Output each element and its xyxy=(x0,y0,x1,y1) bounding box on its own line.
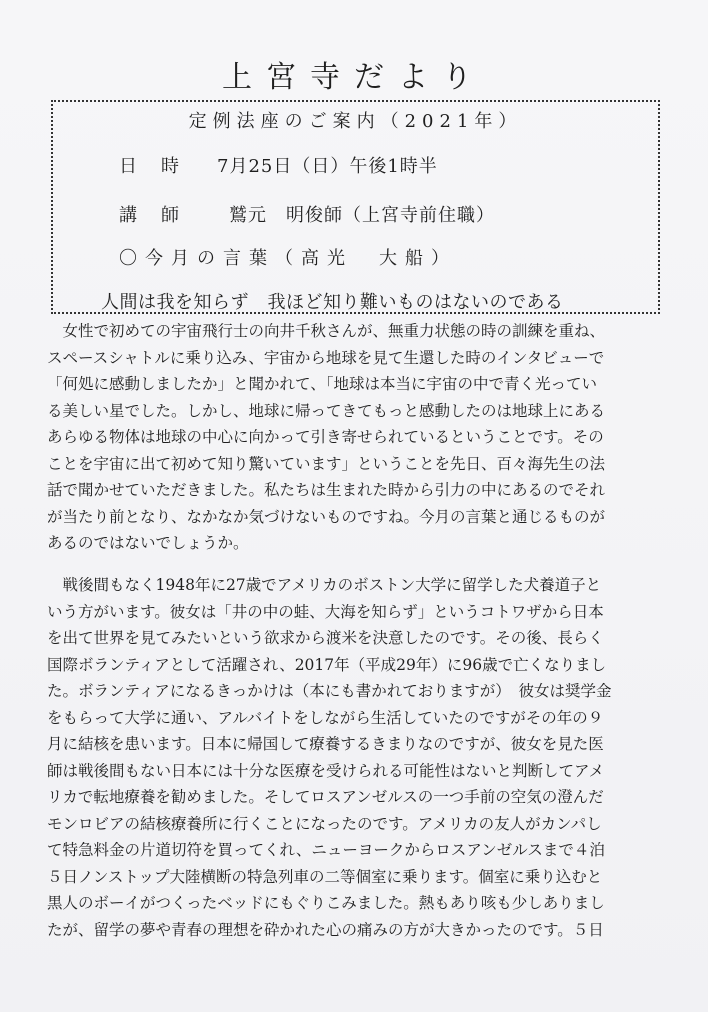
text-line: をもらって大学に通い、アルバイトをしながら生活していたのですがその年の９ xyxy=(47,708,604,727)
text-line: ５日ノンストップ大陸横断の特急列車の二等個室に乗ります。個室に乗り込むと xyxy=(47,867,603,886)
text-line: 話で聞かせていただきました。私たちは生まれた時から引力の中にあるのでそれ xyxy=(47,481,606,499)
text-line: スペースシャトルに乗り込み、宇宙から地球を見て生還した時のインタビューで xyxy=(47,348,605,367)
date-value: 7月25日（日）午後1時半 xyxy=(217,156,438,177)
text-line: が当たり前となり、なかなか気づけないものですね。今月の言葉と通じるものが xyxy=(47,507,606,526)
text-line: を出て世界を見てみたいという欲求から渡米を決意したのです。その後、長らく xyxy=(47,629,604,647)
service-heading: 定例法座のご案内（2021年） xyxy=(188,111,523,132)
lecturer-label: 講師 xyxy=(119,205,203,226)
text-line: たが、留学の夢や青春の理想を砕かれた心の痛みの方が大きかったのです。５日 xyxy=(47,920,604,939)
text-line: 戦後間もなく1948年に27歳でアメリカのボストン大学に留学した犬養道子と xyxy=(47,576,602,594)
text-line: リカで転地療養を勧めました。そしてロスアンゼルスの一つ手前の空気の澄んだ xyxy=(47,788,604,806)
text-line: いう方がいます。彼女は「井の中の蛙、大海を知らず」というコトワザから日本 xyxy=(47,602,604,621)
text-line: 「何処に感動しましたか」と聞かれて、「地球は本当に宇宙の中で青く光ってい xyxy=(47,375,597,393)
text-line: 月に結核を患います。日本に帰国して療養するきまりなのですが、彼女を見た医 xyxy=(47,735,604,753)
text-line: あらゆる物体は地球の中心に向かって引き寄せられているということです。その xyxy=(47,428,604,446)
paragraph-astronaut xyxy=(47,318,667,557)
text-line: 師は戦後間もない日本には十分な医療を受けられる可能性はないと判断してアメ xyxy=(47,761,605,780)
lecturer-row xyxy=(119,201,495,227)
date-label: 日時 xyxy=(119,156,203,177)
text-line: 黒人のボーイがつくったベッドにもぐりこみました。熱もあり咳も少しありまし xyxy=(47,894,605,912)
newsletter-title: 上宮寺だより xyxy=(222,60,486,95)
date-row xyxy=(119,152,438,178)
words-of-month-label: 〇今月の言葉（高光 大船） xyxy=(119,248,457,269)
text-line: て特急料金の片道切符を買ってくれ、ニューヨークからロスアンゼルスまで４泊 xyxy=(47,841,605,859)
service-info-box xyxy=(51,100,660,314)
text-line: 国際ボランティアとして活躍され、2017年（平成29年）に96歳で亡くなりまし xyxy=(47,655,607,674)
words-of-month-quote: 人間は我を知らず 我ほど知り難いものはないのである xyxy=(101,292,564,313)
text-line: た。ボランティアになるきっかけは（本にも書かれておりますが） 彼女は奨学金 xyxy=(47,682,612,700)
lecturer-value: 鷲元 明俊師（上宮寺前住職） xyxy=(229,205,495,226)
text-line: 女性で初めての宇宙飛行士の向井千秋さんが、無重力状態の時の訓練を重ね、 xyxy=(47,322,606,340)
text-line: ことを宇宙に出て初めて知り驚いています」ということを先日、百々海先生の法 xyxy=(47,454,606,473)
text-line: モンロビアの結核療養所に行くことになったのです。アメリカの友人がカンパし xyxy=(47,814,602,833)
text-line: あるのではないでしょうか。 xyxy=(47,534,249,552)
text-line: る美しい星でした。しかし、地球に帰ってきてもっと感動したのは地球上にある xyxy=(47,401,606,420)
paragraph-inukai xyxy=(47,572,667,943)
